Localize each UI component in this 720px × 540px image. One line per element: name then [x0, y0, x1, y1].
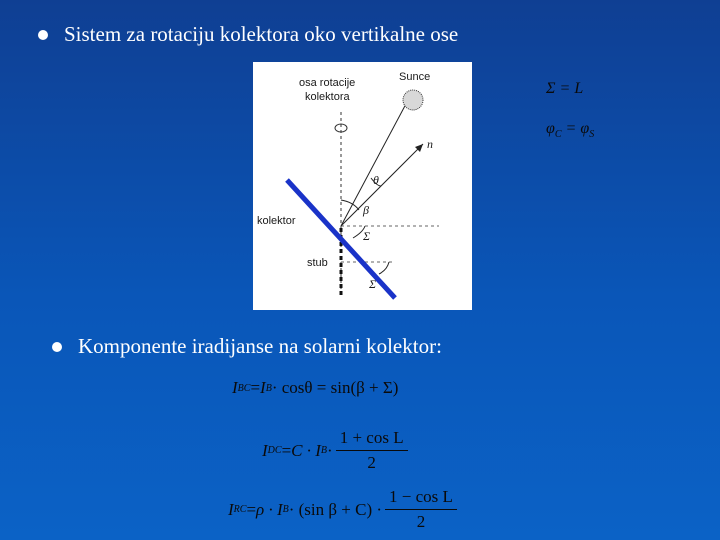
sigma-arc-2: [379, 262, 389, 274]
formula-idc: [262, 428, 411, 473]
eq-subscript: C: [554, 129, 562, 140]
bullet-icon: [52, 342, 62, 352]
equation-sigma-equals-l: [546, 80, 583, 98]
post-label: stub: [307, 257, 328, 269]
fraction-numerator: 1 + cos L: [336, 428, 408, 451]
formula-subscript: B: [320, 445, 328, 456]
bullet-text: Komponente iradijanse na solarni kolektor:: [78, 334, 442, 358]
eq-term: φ: [580, 120, 590, 137]
formula-term: ρ · I: [256, 499, 283, 519]
formula-subscript: B: [282, 504, 289, 515]
fraction-denominator: 2: [367, 453, 376, 472]
bullet-text: Sistem za rotaciju kolektora oko vertikalne ose: [64, 22, 459, 46]
eq-term: L: [574, 80, 584, 97]
formula-term: I: [232, 378, 238, 397]
eq-operator: =: [555, 80, 575, 97]
formula-operator: ·: [327, 440, 333, 460]
sun-icon: [403, 90, 423, 110]
bullet-item-irradiance-components: [52, 334, 442, 359]
axis-label: osa rotacije: [299, 77, 356, 89]
formula-term: · (sin β + C) ·: [288, 499, 383, 519]
formula-fraction: [336, 428, 408, 473]
fraction-denominator: 2: [416, 512, 426, 531]
sun-label: Sunce: [399, 71, 431, 83]
formula-operator: =: [250, 378, 261, 397]
formula-subscript: B: [265, 382, 272, 394]
formula-subscript: RC: [233, 504, 247, 515]
formula-operator: =: [246, 499, 257, 519]
beta-symbol: β: [363, 203, 369, 217]
collector-label: kolektor: [257, 215, 296, 227]
diagram-svg: [253, 62, 472, 310]
equation-phi-c-equals-phi-s: [546, 120, 594, 140]
formula-ibc: [232, 378, 398, 398]
formula-term: · cosθ = sin(β + Σ): [271, 378, 399, 397]
theta-symbol: θ: [373, 173, 379, 187]
formula-term: I: [260, 378, 266, 397]
sigma-symbol-2: Σ: [369, 277, 377, 291]
eq-term: φ: [546, 120, 555, 137]
formula-term: I: [262, 440, 268, 460]
sun-ray-line: [341, 102, 407, 226]
formula-subscript: DC: [267, 445, 282, 456]
bullet-icon: [38, 30, 48, 40]
sigma-symbol-1: Σ: [363, 229, 371, 243]
eq-operator: =: [561, 120, 581, 137]
formula-irc: [228, 487, 460, 532]
formula-subscript: BC: [237, 382, 251, 394]
axis-label-2: kolektora: [305, 91, 350, 103]
normal-label: n: [427, 137, 433, 151]
formula-term: C · I: [291, 440, 321, 460]
eq-term: Σ: [546, 80, 556, 97]
eq-subscript: S: [589, 129, 595, 140]
collector-rotation-diagram: [253, 62, 472, 310]
fraction-numerator: 1 − cos L: [385, 487, 457, 510]
formula-operator: =: [281, 440, 292, 460]
normal-line: [341, 144, 423, 226]
formula-fraction: [385, 487, 457, 532]
formula-term: I: [228, 499, 234, 519]
bullet-item-rotation-system: [38, 22, 458, 47]
